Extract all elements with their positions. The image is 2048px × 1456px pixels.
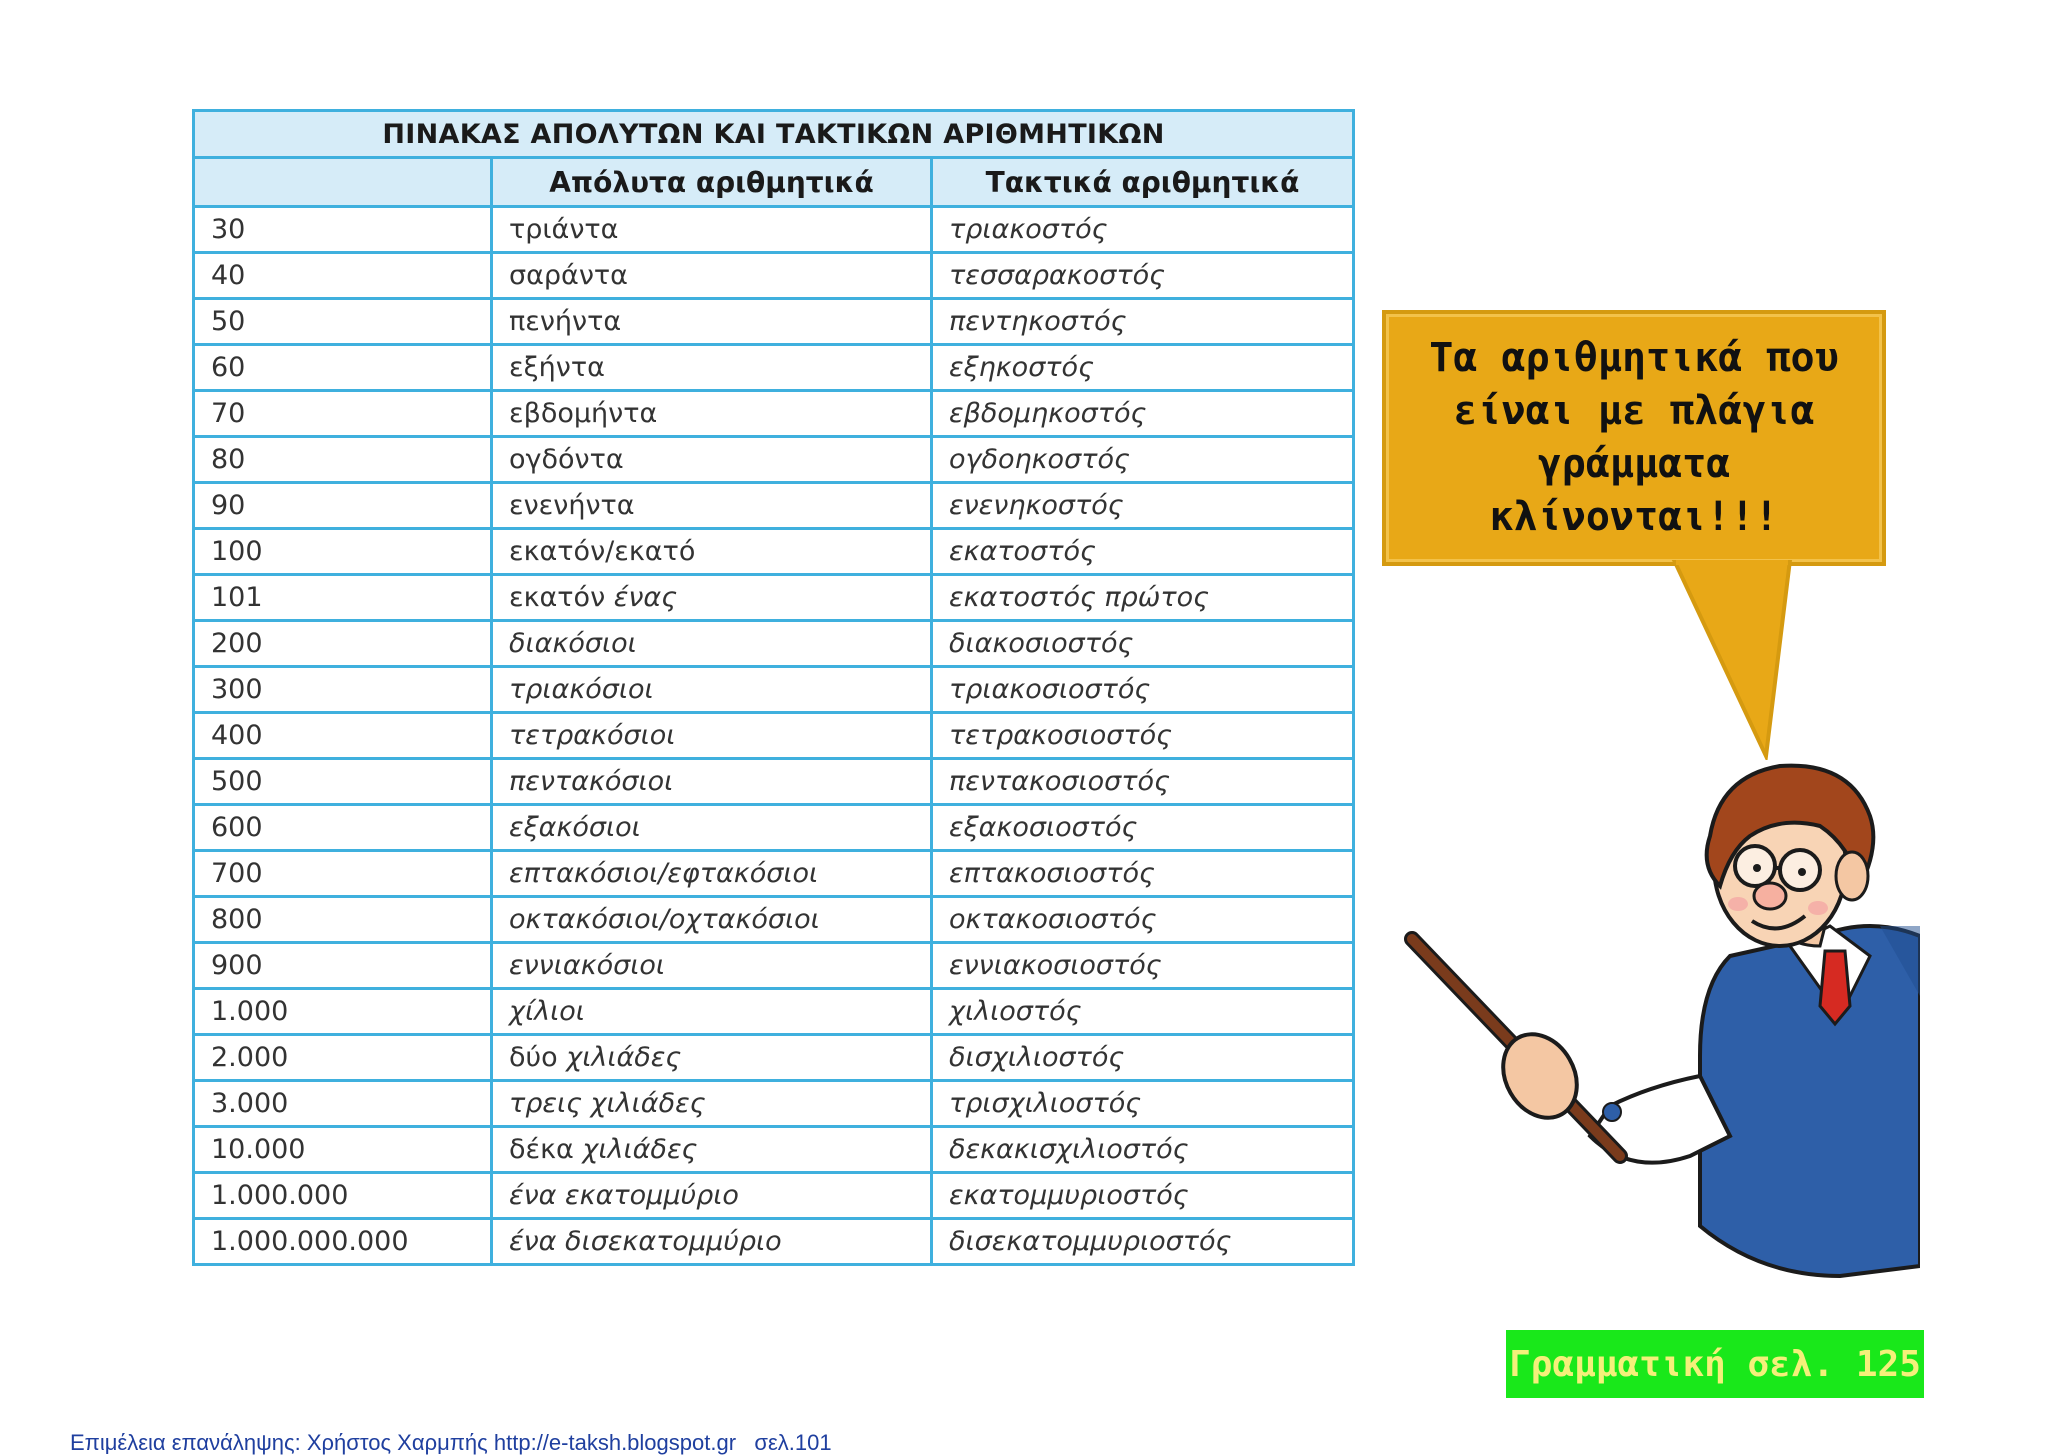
cardinal-text: εξακόσιοι <box>509 812 641 843</box>
cardinal-cell <box>492 1081 932 1127</box>
ordinal-cell: τρισχιλιοστός <box>932 1081 1354 1127</box>
cardinal-part: δύο <box>509 1042 567 1073</box>
ordinal-cell: ενενηκοστός <box>932 483 1354 529</box>
ordinal-cell: εβδομηκοστός <box>932 391 1354 437</box>
number-cell: 60 <box>194 345 492 391</box>
ordinal-cell: εκατομμυριοστός <box>932 1173 1354 1219</box>
ordinal-cell: ογδοηκοστός <box>932 437 1354 483</box>
ordinal-cell: εννιακοσιοστός <box>932 943 1354 989</box>
cardinal-cell <box>492 759 932 805</box>
header-number <box>194 158 492 207</box>
cardinal-text: χίλιοι <box>509 996 585 1027</box>
ordinal-cell: εξακοσιοστός <box>932 805 1354 851</box>
number-cell: 600 <box>194 805 492 851</box>
number-cell: 1.000.000.000 <box>194 1219 492 1265</box>
ordinal-cell: πεντηκοστός <box>932 299 1354 345</box>
table-row <box>194 897 1354 943</box>
cardinal-cell <box>492 1173 932 1219</box>
number-cell: 101 <box>194 575 492 621</box>
teacher-illustration <box>1400 756 1920 1296</box>
cardinal-cell <box>492 897 932 943</box>
table-row <box>194 943 1354 989</box>
cardinal-text: διακόσιοι <box>509 628 637 659</box>
ordinal-cell: χιλιοστός <box>932 989 1354 1035</box>
cardinal-cell <box>492 391 932 437</box>
cardinal-part: δέκα <box>509 1134 583 1165</box>
number-cell: 500 <box>194 759 492 805</box>
grammar-reference-badge <box>1506 1330 1924 1398</box>
cardinal-text: ενενήντα <box>509 490 635 521</box>
cardinal-cell <box>492 207 932 253</box>
cardinal-text: επτακόσιοι/εφτακόσιοι <box>509 858 819 889</box>
table-row <box>194 575 1354 621</box>
number-cell: 700 <box>194 851 492 897</box>
number-cell: 40 <box>194 253 492 299</box>
cardinal-cell <box>492 943 932 989</box>
cardinal-text: τετρακόσιοι <box>509 720 676 751</box>
table-row <box>194 759 1354 805</box>
number-cell: 3.000 <box>194 1081 492 1127</box>
number-cell: 300 <box>194 667 492 713</box>
bubble-text <box>1404 332 1864 544</box>
number-cell: 10.000 <box>194 1127 492 1173</box>
cardinal-text: πεντακόσιοι <box>509 766 674 797</box>
table-title: ΠΙΝΑΚΑΣ ΑΠΟΛΥΤΩΝ ΚΑΙ ΤΑΚΤΙΚΩΝ ΑΡΙΘΜΗΤΙΚΩΝ <box>194 111 1354 158</box>
ordinal-cell: εξηκοστός <box>932 345 1354 391</box>
table-row <box>194 345 1354 391</box>
cardinal-cell <box>492 713 932 759</box>
table-row <box>194 805 1354 851</box>
table-row <box>194 253 1354 299</box>
table-row <box>194 621 1354 667</box>
speech-bubble <box>1382 310 1886 566</box>
bubble-line: γράμματα κλίνονται!!! <box>1489 441 1779 540</box>
ordinal-cell: εκατοστός <box>932 529 1354 575</box>
table-row <box>194 529 1354 575</box>
cardinal-cell <box>492 483 932 529</box>
ordinal-cell: τριακοσιοστός <box>932 667 1354 713</box>
cardinal-text: ογδόντα <box>509 444 624 475</box>
cardinal-cell <box>492 529 932 575</box>
number-cell: 30 <box>194 207 492 253</box>
header-cardinal: Απόλυτα αριθμητικά <box>492 158 932 207</box>
cardinal-part: εκατόν <box>509 582 614 613</box>
cardinal-cell <box>492 575 932 621</box>
cardinal-cell <box>492 851 932 897</box>
cardinal-text: σαράντα <box>509 260 628 291</box>
cardinal-cell <box>492 299 932 345</box>
cardinal-part: χιλιάδες <box>566 1042 682 1073</box>
number-cell: 2.000 <box>194 1035 492 1081</box>
table-row <box>194 1127 1354 1173</box>
table-row <box>194 713 1354 759</box>
table-row <box>194 483 1354 529</box>
cardinal-text: εβδομήντα <box>509 398 658 429</box>
cardinal-cell <box>492 989 932 1035</box>
cardinal-text: τριάντα <box>509 214 619 245</box>
cardinal-part: ένας <box>613 582 678 613</box>
cardinal-cell <box>492 805 932 851</box>
number-cell: 80 <box>194 437 492 483</box>
number-cell: 400 <box>194 713 492 759</box>
cardinal-cell <box>492 621 932 667</box>
header-ordinal: Τακτικά αριθμητικά <box>932 158 1354 207</box>
number-cell: 100 <box>194 529 492 575</box>
number-cell: 90 <box>194 483 492 529</box>
cardinal-cell <box>492 437 932 483</box>
table-row <box>194 1081 1354 1127</box>
table-row <box>194 437 1354 483</box>
ordinal-cell: οκτακοσιοστός <box>932 897 1354 943</box>
ordinal-cell: δισχιλιοστός <box>932 1035 1354 1081</box>
cardinal-cell <box>492 1219 932 1265</box>
number-cell: 900 <box>194 943 492 989</box>
table-row <box>194 391 1354 437</box>
grammar-reference-label: Γραμματική σελ. 125 <box>1509 1343 1921 1385</box>
cardinal-cell <box>492 345 932 391</box>
cardinal-text: εκατόν/εκατό <box>509 536 696 567</box>
ordinal-cell: τριακοστός <box>932 207 1354 253</box>
numerals-table <box>192 109 1355 1266</box>
ordinal-cell: εκατοστός πρώτος <box>932 575 1354 621</box>
cardinal-text: πενήντα <box>509 306 622 337</box>
ordinal-cell: τεσσαρακοστός <box>932 253 1354 299</box>
cardinal-part: ένα δισεκατομμύριο <box>509 1226 782 1257</box>
footer-credit: Επιμέλεια επανάληψης: Χρήστος Χαρμπής http://e-taksh.blogspot.gr σελ.101 <box>70 1430 832 1455</box>
cardinal-cell <box>492 1127 932 1173</box>
cardinal-cell <box>492 1035 932 1081</box>
cardinal-cell <box>492 667 932 713</box>
table-row <box>194 1173 1354 1219</box>
ordinal-cell: πεντακοσιοστός <box>932 759 1354 805</box>
ordinal-cell: διακοσιοστός <box>932 621 1354 667</box>
cardinal-part: ένα εκατομμύριο <box>509 1180 739 1211</box>
bubble-line: είναι με πλάγια <box>1453 388 1815 434</box>
cardinal-part: τρεις χιλιάδες <box>509 1088 706 1119</box>
number-cell: 1.000 <box>194 989 492 1035</box>
ordinal-cell: επτακοσιοστός <box>932 851 1354 897</box>
cardinal-text: εξήντα <box>509 352 605 383</box>
cardinal-text: οκτακόσιοι/οχτακόσιοι <box>509 904 820 935</box>
table-row <box>194 989 1354 1035</box>
number-cell: 800 <box>194 897 492 943</box>
cardinal-cell <box>492 253 932 299</box>
number-cell: 1.000.000 <box>194 1173 492 1219</box>
ordinal-cell: δισεκατομμυριοστός <box>932 1219 1354 1265</box>
cardinal-part: χιλιάδες <box>582 1134 698 1165</box>
table-row <box>194 1035 1354 1081</box>
cardinal-text: τριακόσιοι <box>509 674 654 705</box>
ordinal-cell: τετρακοσιοστός <box>932 713 1354 759</box>
number-cell: 50 <box>194 299 492 345</box>
number-cell: 200 <box>194 621 492 667</box>
cardinal-text: εννιακόσιοι <box>509 950 666 981</box>
speech-bubble-tail <box>1670 560 1810 760</box>
table-row <box>194 667 1354 713</box>
table-row <box>194 207 1354 253</box>
ordinal-cell: δεκακισχιλιοστός <box>932 1127 1354 1173</box>
number-cell: 70 <box>194 391 492 437</box>
table-row <box>194 851 1354 897</box>
table-body <box>194 207 1354 1265</box>
table-row <box>194 299 1354 345</box>
table-row <box>194 1219 1354 1265</box>
bubble-line: Τα αριθμητικά που <box>1429 335 1839 381</box>
